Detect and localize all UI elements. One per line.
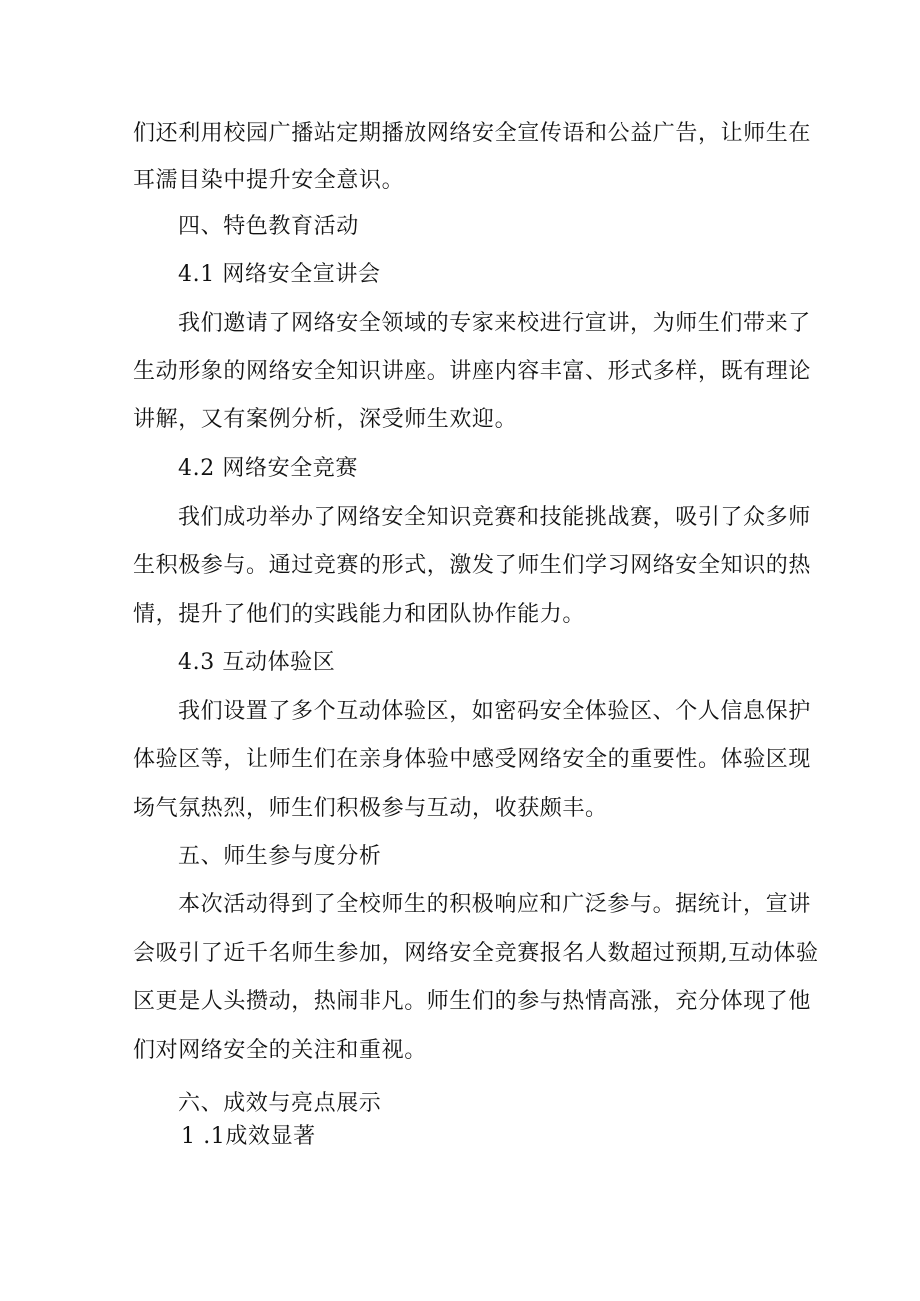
body-line: 我们邀请了网络安全领域的专家来校进行宣讲，为师生们带来了 — [178, 311, 811, 336]
body-line: 我们成功举办了网络安全知识竞赛和技能挑战赛，吸引了众多师 — [178, 505, 811, 530]
subsection-heading: 4.2 网络安全竞赛 — [178, 456, 358, 481]
body-line: 体验区等，让师生们在亲身体验中感受网络安全的重要性。体验区现 — [133, 747, 812, 772]
body-line: 场气氛热烈，师生们积极参与互动，收获颇丰。 — [133, 796, 608, 821]
body-line: 区更是人头攒动，热闹非凡。师生们的参与热情高涨，充分体现了他 — [133, 989, 812, 1014]
body-line: 生动形象的网络安全知识讲座。讲座内容丰富、形式多样，既有理论 — [133, 359, 812, 384]
body-line: 讲解，又有案例分析，深受师生欢迎。 — [133, 407, 518, 432]
section-heading: 五、师生参与度分析 — [178, 844, 382, 869]
section-heading: 四、特色教育活动 — [178, 214, 359, 239]
subsection-heading: 4.3 互动体验区 — [178, 650, 336, 675]
body-line: 耳濡目染中提升安全意识。 — [133, 168, 405, 193]
body-line: 们对网络安全的关注和重视。 — [133, 1038, 427, 1063]
body-line: 们还利用校园广播站定期播放网络安全宣传语和公益广告，让师生在 — [133, 121, 812, 146]
body-line: 情，提升了他们的实践能力和团队协作能力。 — [133, 602, 586, 627]
section-heading: 六、成效与亮点展示 — [178, 1091, 382, 1116]
body-line: 会吸引了近千名师生参加，网络安全竞赛报名人数超过预期,互动体验 — [133, 941, 819, 966]
body-line: 生积极参与。通过竞赛的形式，激发了师生们学习网络安全知识的热 — [133, 553, 812, 578]
subsection-heading: 1 .1成效显著 — [181, 1124, 316, 1149]
body-line: 我们设置了多个互动体验区，如密码安全体验区、个人信息保护 — [178, 699, 811, 724]
body-line: 本次活动得到了全校师生的积极响应和广泛参与。据统计，宣讲 — [178, 892, 811, 917]
subsection-heading: 4.1 网络安全宣讲会 — [178, 262, 381, 287]
